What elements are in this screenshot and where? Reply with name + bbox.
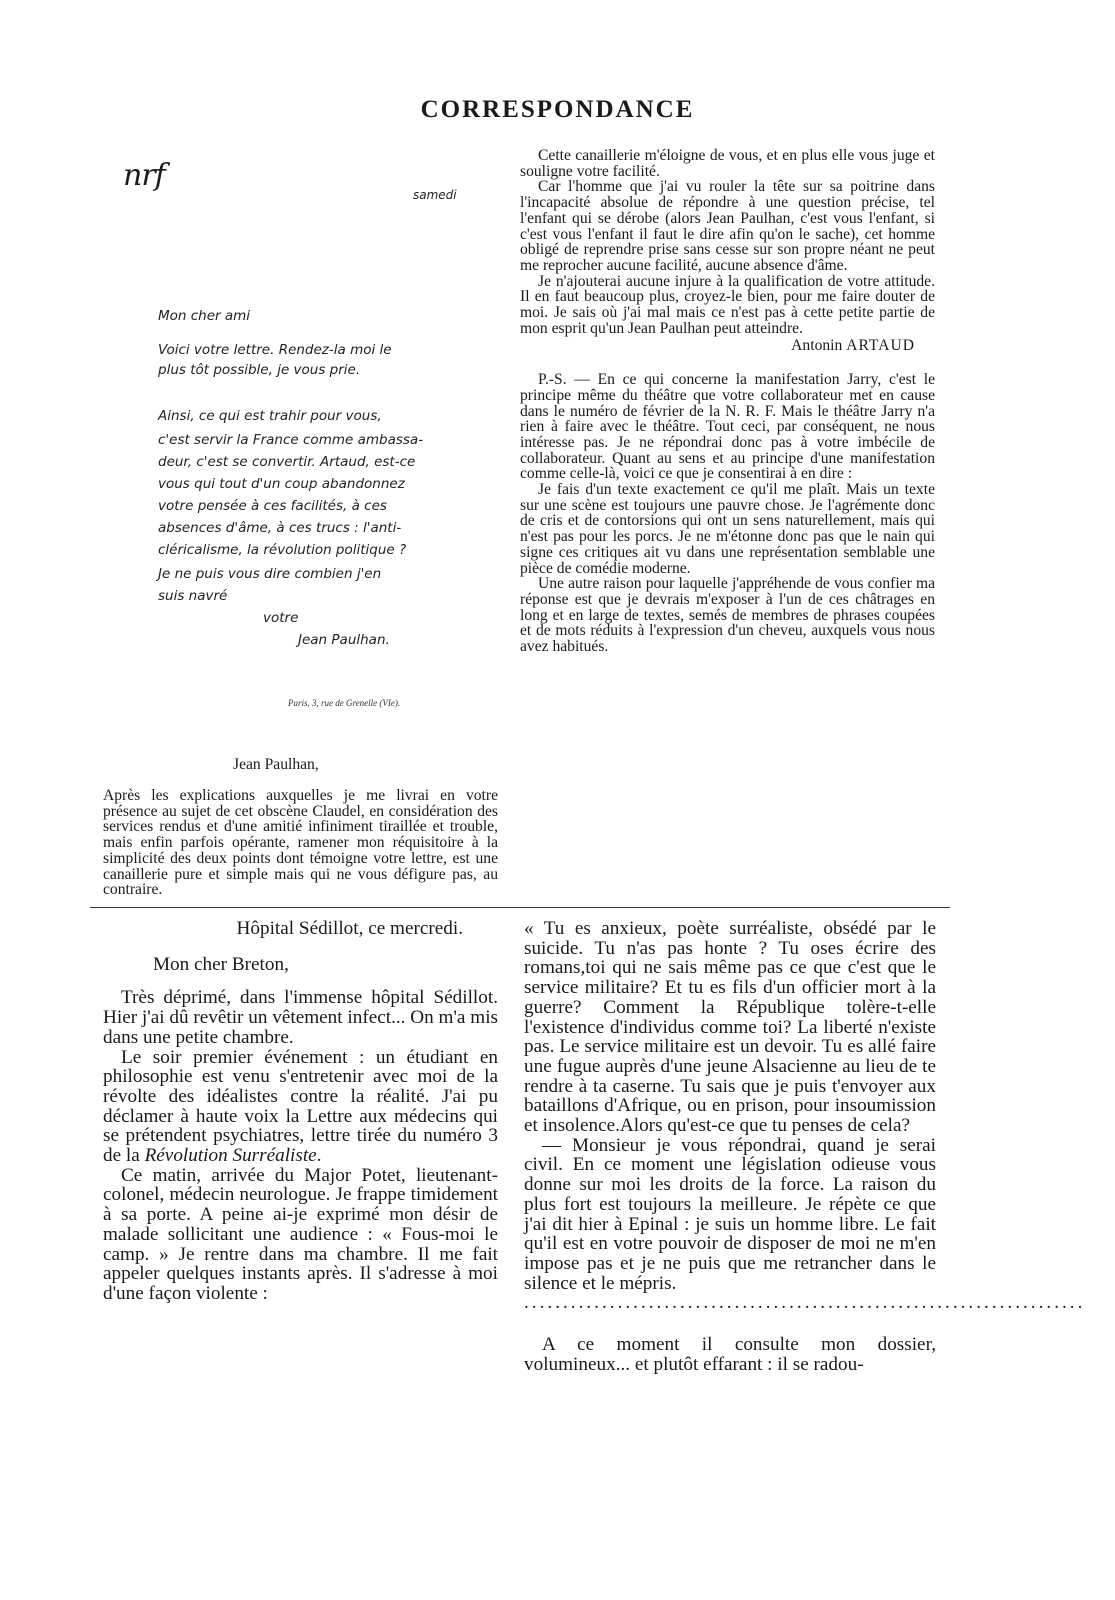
handwritten-line: c'est servir la France comme ambassa- (158, 432, 424, 448)
letter-greeting: Mon cher Breton, (153, 953, 289, 975)
hospital-paragraph: Très déprimé, dans l'immense hôpital Sédillot. Hier j'ai dû revêtir un vêtement infect... On m'a mis dans une petite chambre. (103, 987, 498, 1048)
section-divider (90, 907, 950, 908)
handwritten-line: cléricalisme, la révolution politique ? (158, 542, 407, 558)
hospital-letter-continuation (524, 918, 1086, 1375)
hospital-paragraph: « Tu es anxieux, poète surréaliste, obsédé par le suicide. Tu n'as pas honte ? Tu oses écrire des romans,toi qui ne sais même pas ce que c'est que le service militaire? Et tu es fils d'un officier mort à la guerre? Comment la République tolère-t-elle l'existence d'individus comme toi? La liberté n'existe pas. Le service militaire est un devoir. Tu es allé faire une fugue auprès d'une jeune Alsacienne au lieu de te rendre à ta caserne. Tu sais que je puis t'envoyer aux bataillons d'Afrique, ou en prison, pour insoumission et insolence.Alors qu'est-ce que tu penses de cela? (524, 918, 936, 1137)
artaud-letter-start (103, 788, 498, 898)
signature-last-name: ARTAUD (846, 337, 915, 355)
handwritten-line: votre pensée à ces facilités, à ces (158, 498, 387, 514)
artaud-paragraph: Je n'ajouterai aucune injure à la qualification de votre attitude. Il en faut beaucoup plus, croyez-le bien, pour me faire douter de moi. Je sais où j'ai mal mais ce n'est pas à cette petite partie de mon esprit qu'un Jean Paulhan peut atteindre. (520, 272, 935, 337)
postscript-paragraph: Une autre raison pour laquelle j'appréhende de vous confier ma réponse est que je devrais m'exposer à l'un de ces châtrages en long et en large de textes, semés de membres de phrases coupées et de mots réduits à l'expression d'un cheveu, auxquels vous nous avez habitués. (520, 575, 935, 656)
letter-day: samedi (413, 188, 457, 202)
handwritten-line: Je ne puis vous dire combien j'en (158, 566, 382, 582)
handwritten-line: deur, c'est se convertir. Artaud, est-ce (158, 454, 416, 470)
letterhead-address: Paris, 3, rue de Grenelle (VIe). (288, 698, 401, 708)
handwritten-line: Ainsi, ce qui est trahir pour vous, (158, 408, 382, 424)
postscript-paragraph: P.-S. — En ce qui concerne la manifestation Jarry, c'est le principe même du théâtre que votre collaborateur met en cause dans le numéro de février de la N. R. F. Mais le théâtre Jarry n'a rien à faire avec le théâtre. Tout ceci, par conséquent, ne nous intéresse pas. Je ne répondrai donc pas à votre imbécile de collaborateur. Quant au sens et au principe d'une manifestation comme celle-là, voici ce que je consentirai à en dire : (520, 371, 935, 483)
artaud-paragraph: Car l'homme que j'ai vu rouler la tête sur sa poitrine dans l'incapacité absolue de répondre à une question précise, tel l'enfant qui se dérobe (alors Jean Paulhan, c'est vous l'enfant, si c'est vous l'enfant il faut le dire afin qu'on le sache), cet homme obligé de reprendre prise sans cesse sur son propre néant ne peut me reprocher aucune facilité, aucune absence d'âme. (520, 178, 935, 274)
handwritten-closing: votre (263, 610, 299, 626)
hospital-paragraph: A ce moment il consulte mon dossier, volumineux... et plutôt effarant : il se radou- (524, 1334, 936, 1375)
hospital-letter (103, 919, 498, 1304)
handwritten-line: Mon cher ami (158, 308, 251, 324)
artaud-letter-continuation (520, 148, 935, 655)
paulhan-letter-facsimile (103, 148, 498, 898)
hospital-paragraph: — Monsieur je vous répondrai, quand je serai civil. En ce moment une législation odieuse vous donne sur moi les droits de la force. La raison du plus fort est toujours la meilleure. Je répète ce que j'ai dit hier à Epinal : je suis un homme libre. Le fait qu'il est en votre pouvoir de disposer de moi ne m'en impose pas et je ne puis que me retrancher dans le silence et le mépris. (524, 1134, 936, 1294)
artaud-salutation: Jean Paulhan, (233, 756, 319, 773)
artaud-paragraph: Cette canaillerie m'éloigne de vous, et en plus elle vous juge et souligne votre facilité. (520, 147, 935, 180)
journal-title: Révolution Surréaliste (144, 1145, 317, 1167)
postscript-paragraph: Je fais d'un texte exactement ce qu'il me plaît. Mais un texte sur une scène est toujours une pauvre chose. Je l'agrémente donc de cris et de contorsions qui ont un sens naturellement, mais qui n'est pas pour les porcs. Je ne m'étonne donc pas que le nain qui signe ces critiques ait vu dans une représentation semblable une pièce de comédie moderne. (520, 481, 935, 577)
ellipsis-separator: ........................................................................ (524, 1292, 1086, 1314)
artaud-paragraph: Après les explications auxquelles je me livrai en votre présence au sujet de cet obscène Claudel, en considération des services rendus et d'une amitié infiniment tiraillée et trouble, mais enfin parfois opérante, ramener mon réquisitoire à la simplicité des deux points dont témoigne votre lettre, est une canaillerie pure et simple mais qui ne vous défigure pas, au contraire. (103, 787, 498, 899)
hospital-paragraph: Ce matin, arrivée du Major Potet, lieutenant-colonel, médecin neurologue. Je frappe timidement à sa porte. A peine ai-je exprimé mon désir de malade sollicitant une audience : « Fous-moi le camp. » Je rentre dans ma chambre. Il me fait appeler quelques instants après. Il s'adresse à moi d'une façon violente : (103, 1164, 498, 1304)
page-title: CORRESPONDANCE (420, 96, 695, 123)
hospital-paragraph (103, 1048, 498, 1166)
artaud-signature (520, 338, 935, 354)
handwritten-signature: Jean Paulhan. (298, 632, 390, 648)
signature-first-name: Antonin (791, 337, 843, 355)
hospital-text: Le soir premier événement : un étudiant en philosophie est venu s'entretenir avec moi de la révolte des idéalistes contre la réalité. J'ai pu déclamer à haute voix la Lettre aux médecins qui se prétendent psychiatres, lettre tirée du numéro 3 de la (103, 1046, 498, 1167)
letter-place-date: Hôpital Sédillot, ce mercredi. (236, 918, 463, 939)
handwritten-line: vous qui tout d'un coup abandonnez (158, 476, 405, 492)
handwritten-line: suis navré (158, 588, 228, 604)
nrf-logo: nrf (123, 158, 165, 193)
handwritten-line: Voici votre lettre. Rendez-la moi le (158, 342, 392, 358)
hospital-text: . (316, 1145, 322, 1167)
handwritten-line: plus tôt possible, je vous prie. (158, 362, 361, 378)
handwritten-line: absences d'âme, à ces trucs : l'anti- (158, 520, 402, 536)
